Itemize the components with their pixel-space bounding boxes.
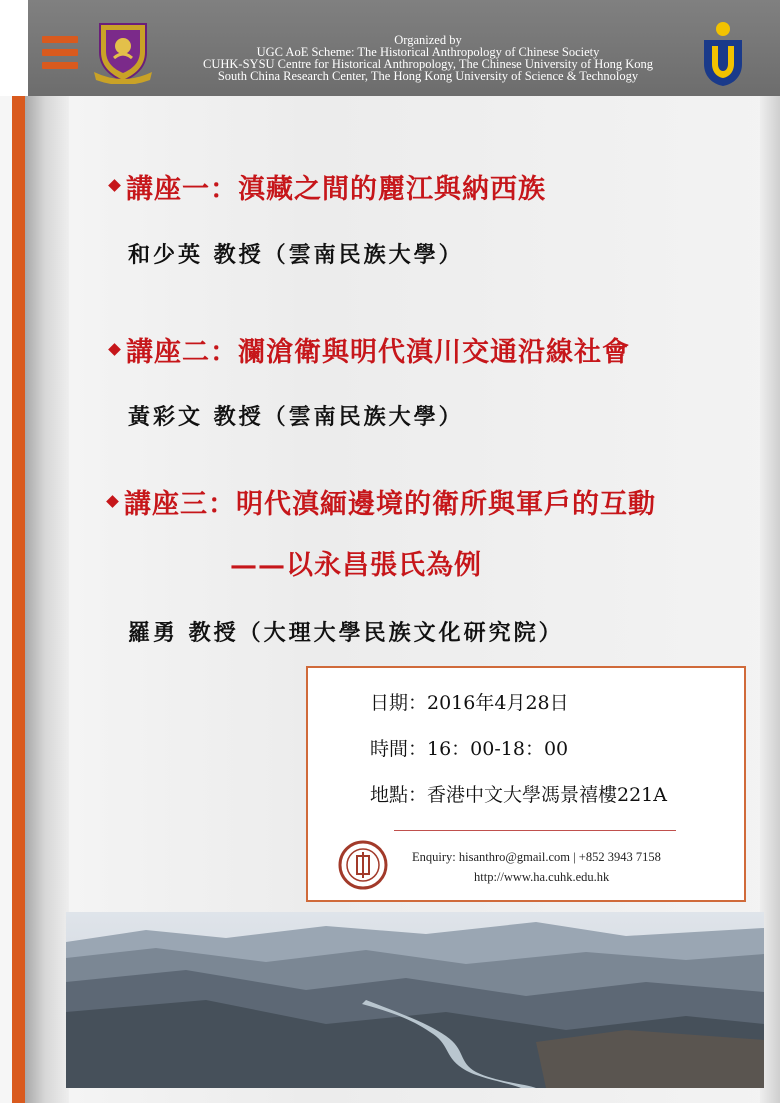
lecture-3-title: 講座三：明代滇緬邊境的衛所與軍戶的互動 (124, 489, 656, 520)
header-left-strip (0, 0, 28, 96)
lecture-2-speaker: 黃彩文 教授（雲南民族大學） (128, 404, 464, 430)
organizer-line-3: South China Research Center, The Hong Kong University of Science & Technology (217, 69, 639, 83)
organizer-line-1: UGC AoE Scheme: The Historical Anthropology of Chinese Society (256, 45, 600, 59)
left-shadow-band (25, 0, 69, 1103)
menu-icon[interactable] (42, 36, 78, 78)
organized-by-label: Organized by (394, 33, 462, 47)
lecture-1-title: 講座一：滇藏之間的麗江與納西族 (126, 174, 546, 205)
historical-anthropology-seal-logo (338, 840, 388, 890)
lecture-3-subtitle: ——以永昌張氏為例 (230, 550, 482, 581)
website-link[interactable]: http://www.ha.cuhk.edu.hk (474, 870, 610, 884)
orange-side-bar (12, 96, 25, 1103)
lecture-3-speaker: 羅勇 教授（大理大學民族文化研究院） (128, 620, 564, 646)
event-venue: 地點：香港中文大學馮景禧樓221A (370, 784, 667, 806)
enquiry-contact: Enquiry: hisanthro@gmail.com | +852 3943 7158 (412, 850, 661, 864)
event-time: 時間：16：00-18：00 (370, 738, 569, 760)
event-info-box (306, 666, 746, 902)
event-date: 日期：2016年4月28日 (370, 692, 569, 714)
cuhk-crest-logo (92, 18, 154, 84)
organizer-text (150, 34, 706, 82)
lecture-1-speaker: 和少英 教授（雲南民族大學） (128, 242, 464, 268)
hkust-logo (700, 20, 746, 88)
lecture-2-title: 講座二：瀾滄衛與明代滇川交通沿線社會 (126, 337, 630, 368)
info-divider (394, 830, 676, 831)
organizer-line-2: CUHK-SYSU Centre for Historical Anthropology, The Chinese University of Hong Kong (203, 57, 653, 71)
mountain-river-landscape-image (66, 912, 764, 1088)
